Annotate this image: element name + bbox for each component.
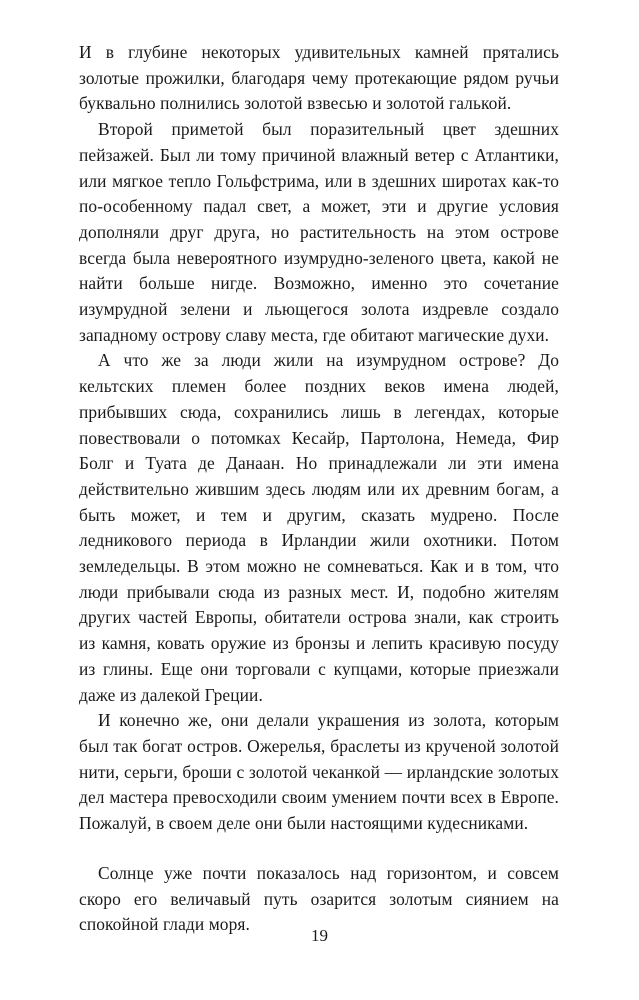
page-number: 19 — [311, 926, 328, 945]
paragraph-gold-veins: И в глубине некоторых удивительных камней прятались золотые прожилки, благодаря чему протекающие рядом ручьи буквально полнились золотой взвесью и золотой галькой. — [79, 42, 559, 114]
paragraph-island-people: А что же за люди жили на изумрудном острове? До кельтских племен более поздних веков имена людей, прибывших сюда, сохранились лишь в легендах, которые повествовали о потомках Кесайр, Партолона, Немеда, Фир Болг и Туата де Данаан. Но принадлежали ли эти имена действительно жившим здесь людям или их древним богам, а быть может, и тем и другим, сказать мудрено. После ледникового периода в Ирландии жили охотники. Потом земледельцы. В этом можно не сомневаться. Как и в том, что люди прибывали сюда из разных мест. И, подобно жителям других частей Европы, обитатели острова знали, как строить из камня, ковать оружие из бронзы и лепить красивую посуду из глины. Еще они торговали с купцами, которые приезжали даже из далекой Греции. — [79, 350, 559, 705]
section-break — [79, 837, 559, 861]
body-text — [79, 40, 559, 938]
paragraph-sunrise: Солнце уже почти показалось над горизонтом, и совсем скоро его величавый путь озарится золотым сиянием на спокойной глади моря. — [79, 862, 559, 935]
paragraph-landscape-color: Второй приметой был поразительный цвет здешних пейзажей. Был ли тому причиной влажный ветер с Атлантики, или мягкое тепло Гольфстрима, или в здешних широтах как-то по-особенному падал свет, а может, эти и другие условия дополняли друг друга, но растительность на этом острове всегда была невероятного изумрудно-зеленого цвета, какой не найти больше нигде. Возможно, именно это сочетание изумрудной зелени и льющегося золота издревле создало западному острову славу места, где обитают магические духи. — [79, 119, 559, 345]
paragraph-gold-jewelry: И конечно же, они делали украшения из золота, которым был так богат остров. Ожерелья, браслеты из крученой золотой нити, серьги, броши с золотой чеканкой — ирландские золотых дел мастера превосходили своим умением почти всех в Европе. Пожалуй, в своем деле они были настоящими кудесниками. — [79, 710, 559, 834]
